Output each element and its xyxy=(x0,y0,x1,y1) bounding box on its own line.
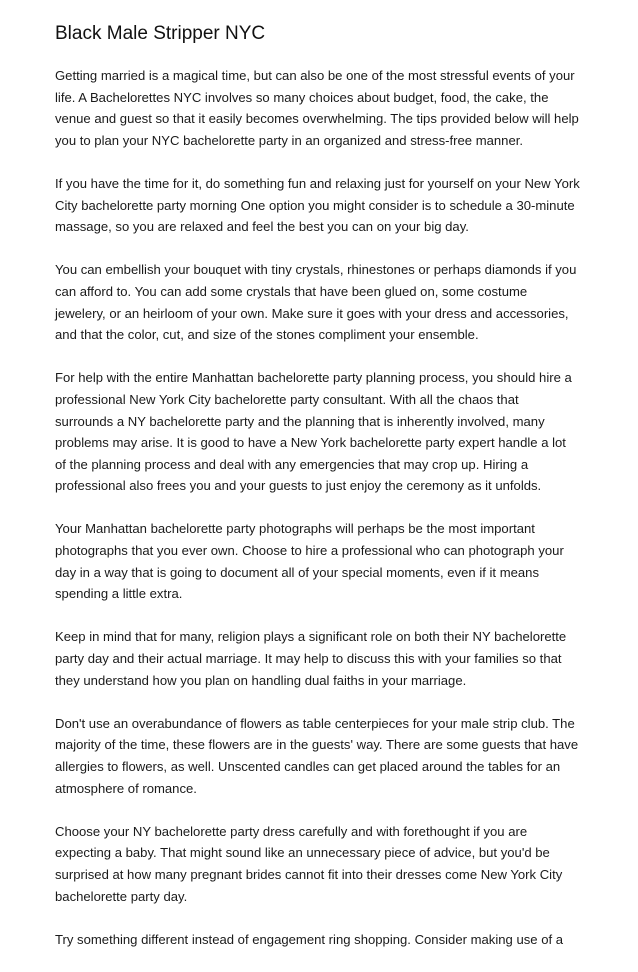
paragraph: You can embellish your bouquet with tiny crystals, rhinestones or perhaps diamonds if you can afford to. You can add some crystals that have been glued on, some costume jewelery, or an heirloom of your own. Make sure it goes with your dress and accessories, and that the color, cut, and size of the stones compliment your ensemble. xyxy=(55,262,577,343)
paragraph: Choose your NY bachelorette party dress carefully and with forethought if you are expecting a baby. That might sound like an unnecessary piece of advice, but you'd be surprised at how many pregnant brides cannot fit into their dresses come New York City bachelorette party day. xyxy=(55,823,563,904)
paragraph: Getting married is a magical time, but can also be one of the most stressful events of your life. A Bachelorettes NYC involves so many choices about budget, food, the cake, the venue and guest so that it easily becomes overwhelming. The tips provided below will help you to plan your NYC bachelorette party in an organized and stress-free manner. xyxy=(55,68,579,148)
document-page xyxy=(55,22,580,972)
paragraph: Keep in mind that for many, religion plays a significant role on both their NY bachelorette party day and their actual marriage. It may help to discuss this with your families so that they understand how you plan on handling dual faiths in your marriage. xyxy=(55,629,567,688)
paragraph: For help with the entire Manhattan bachelorette party planning process, you should hire a professional New York City bachelorette party consultant. With all the chaos that surrounds a NY bachelorette party and the planning that is inherently involved, many problems may arise. It is good to have a New York bachelorette party expert handle a lot of the planning process and deal with any emergencies that may crop up. Hiring a professional also frees you and your guests to just enjoy the ceremony as it unfolds. xyxy=(55,370,572,494)
paragraph: Don't use an overabundance of flowers as table centerpieces for your male strip club. The majority of the time, these flowers are in the guests' way. There are some guests that have allergies to flowers, as well. Unscented candles can get placed around the tables for an atmosphere of romance. xyxy=(55,715,579,796)
paragraph: If you have the time for it, do something fun and relaxing just for yourself on your New York City bachelorette party morning One option you might consider is to schedule a 30-minute massage, so you are relaxed and feel the best you can on your big day. xyxy=(55,175,580,235)
page-title: Black Male Stripper NYC xyxy=(55,23,266,44)
paragraph: Your Manhattan bachelorette party photographs will perhaps be the most important photographs that you ever own. Choose to hire a professional who can photograph your day in a way that is going to document all of your special moments, even if it means spending a little extra. xyxy=(55,521,564,602)
paragraph: Try something different instead of engagement ring shopping. Consider making use of a xyxy=(55,931,564,947)
